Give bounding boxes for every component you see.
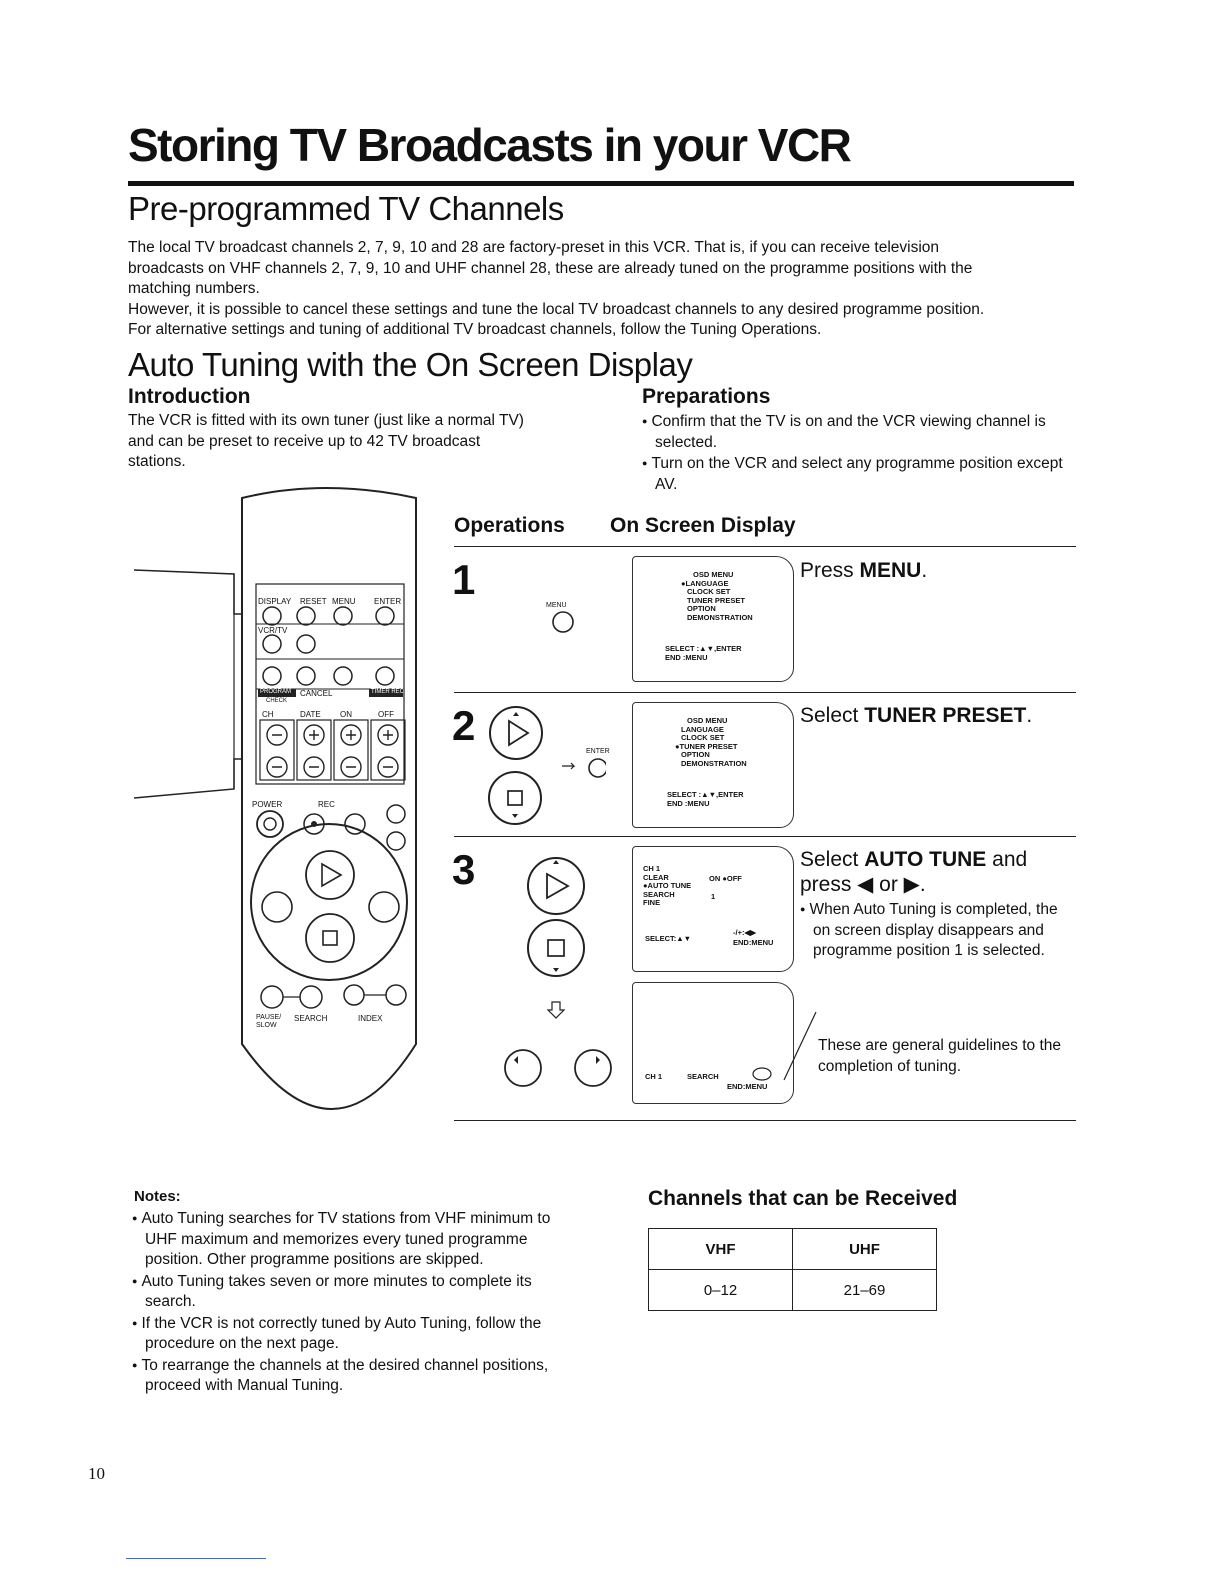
notes-heading: Notes: xyxy=(134,1188,181,1205)
osd-line: ●TUNER PRESET xyxy=(675,741,738,751)
osd-line: SELECT :▲▼,ENTER xyxy=(667,790,744,799)
notes-list xyxy=(132,1208,572,1397)
auto-tuning-heading: Auto Tuning with the On Screen Display xyxy=(128,346,693,383)
divider xyxy=(454,692,1076,693)
search-label: SEARCH xyxy=(294,1014,328,1023)
check-button-label: CHECK xyxy=(266,698,288,704)
osd-line: CLOCK SET xyxy=(687,587,731,596)
osd-value: ON ●OFF xyxy=(709,874,742,883)
instr-line xyxy=(800,847,1070,872)
osd-footer: END:MENU xyxy=(733,938,774,947)
menu-button-label: MENU xyxy=(332,597,356,606)
on-label: ON xyxy=(340,710,352,719)
list-item: ● Auto Tuning takes seven or more minutes to complete its search. xyxy=(132,1271,572,1313)
title-rule xyxy=(128,181,1074,186)
list-item: ● Confirm that the TV is on and the VCR viewing channel is selected. xyxy=(642,411,1067,453)
instr-text: Select xyxy=(800,704,865,727)
menu-button-label: MENU xyxy=(546,602,567,609)
page-number: 10 xyxy=(88,1464,105,1483)
text-line: broadcasts on VHF channels 2, 7, 9, 10 and UHF channel 28, these are already tuned on the programme positions with the xyxy=(128,259,973,277)
channels-heading: Channels that can be Received xyxy=(648,1187,958,1210)
text-line: For alternative settings and tuning of additional TV broadcast channels, follow the Tuning Operations. xyxy=(128,321,822,338)
osd-line: OSD MENU xyxy=(687,716,728,725)
osd-line: FINE xyxy=(643,898,661,907)
step-instruction xyxy=(800,558,927,583)
divider xyxy=(454,546,1076,547)
rec-button-label: REC xyxy=(318,800,335,809)
instr-text: and xyxy=(986,848,1028,871)
divider xyxy=(454,1120,1076,1121)
osd-menu-lines xyxy=(675,717,747,768)
enter-button-label: ENTER xyxy=(374,597,402,606)
step-instruction xyxy=(800,847,1070,962)
osd-line: DEMONSTRATION xyxy=(687,612,753,622)
page-title: Storing TV Broadcasts in your VCR xyxy=(128,119,851,171)
introduction-heading: Introduction xyxy=(128,385,251,408)
text-line: matching numbers. xyxy=(128,280,260,297)
instr-text: . xyxy=(921,559,928,582)
osd-line: SELECT :▲▼,ENTER xyxy=(665,644,742,653)
remote-control-drawing xyxy=(134,484,434,1144)
list-item: ● When Auto Tuning is completed, the on screen display disappears and programme position 1 is selected. xyxy=(800,899,1070,962)
osd-line: DEMONSTRATION xyxy=(681,758,747,768)
osd-line: TUNER PRESET xyxy=(687,595,745,605)
table-cell-uhf: 21–69 xyxy=(793,1270,937,1311)
operations-column-heading: Operations xyxy=(454,514,565,537)
table-row xyxy=(649,1229,937,1270)
instr-text: Press xyxy=(800,559,860,582)
osd-line: OPTION xyxy=(687,604,716,613)
osd-end: END:MENU xyxy=(727,1082,768,1091)
program-button-label: PROGRAM xyxy=(260,689,292,695)
osd-value: 1 xyxy=(711,892,716,901)
reset-button-label: RESET xyxy=(300,597,327,606)
text-line: The VCR is fitted with its own tuner (just like a normal TV) xyxy=(128,412,524,429)
osd-menu-lines xyxy=(681,571,753,622)
preprogrammed-heading: Pre-programmed TV Channels xyxy=(128,190,564,227)
osd-line: OSD MENU xyxy=(693,570,734,579)
step-instruction xyxy=(800,703,1032,728)
menu-button-icon xyxy=(551,610,575,634)
text-line: The local TV broadcast channels 2, 7, 9, 10 and 28 are factory-preset in this VCR. That is, if you can receive television xyxy=(128,239,940,256)
osd-line: CH 1 xyxy=(643,864,661,873)
instr-text: Select xyxy=(800,848,865,871)
osd-line: ●AUTO TUNE xyxy=(643,881,692,890)
guideline-note: These are general guidelines to the completion of tuning. xyxy=(818,1037,1061,1075)
osd-line: CLEAR xyxy=(643,872,669,882)
osd-line: CLOCK SET xyxy=(681,733,725,742)
table-cell-vhf: 0–12 xyxy=(649,1270,793,1311)
osd-footer: SELECT:▲▼ xyxy=(645,934,692,943)
off-label: OFF xyxy=(378,710,394,719)
osd-line: LANGUAGE xyxy=(681,724,724,734)
osd-column-heading: On Screen Display xyxy=(610,514,796,537)
step2-buttons-drawing xyxy=(476,702,606,830)
text-line: and can be preset to receive up to 42 TV broadcast xyxy=(128,432,481,450)
osd-screen xyxy=(632,846,794,972)
text-line: However, it is possible to cancel these settings and tune the local TV broadcast channels to any desired programme position. xyxy=(128,300,985,318)
instr-text: . xyxy=(1026,704,1033,727)
text-line: stations. xyxy=(128,453,186,470)
osd-footer: -/+:◀▶ xyxy=(733,928,756,937)
list-item: ● Turn on the VCR and select any programme position except AV. xyxy=(642,453,1067,495)
osd-line: END :MENU xyxy=(667,798,710,808)
osd-footer xyxy=(667,791,744,808)
table-row xyxy=(649,1270,937,1311)
searching-icon xyxy=(751,1065,773,1083)
instr-bold: TUNER PRESET xyxy=(864,704,1027,727)
channels-table xyxy=(648,1228,937,1311)
list-item: ● Auto Tuning searches for TV stations from VHF minimum to UHF maximum and memorizes every tuned programme position. Other programme positions are skipped. xyxy=(132,1208,572,1271)
osd-search: SEARCH xyxy=(687,1072,719,1081)
ch-label: CH xyxy=(262,710,274,719)
preparations-list xyxy=(642,411,1067,495)
timer-rec-button-label: TIMER REC xyxy=(371,689,404,695)
pause-slow-label: PAUSE/ SLOW xyxy=(256,1014,282,1029)
instr-line: press ◀ or ▶. xyxy=(800,873,926,896)
osd-menu-lines xyxy=(643,865,691,908)
introduction-text xyxy=(128,411,578,473)
index-label: INDEX xyxy=(358,1014,383,1023)
divider xyxy=(454,836,1076,837)
step-number: 3 xyxy=(452,846,476,893)
enter-button-label: ENTER xyxy=(586,748,610,755)
instr-bold: AUTO TUNE xyxy=(864,848,987,871)
step-number: 1 xyxy=(452,556,476,603)
osd-screen xyxy=(632,556,794,682)
step-number: 2 xyxy=(452,702,476,749)
osd-line: END :MENU xyxy=(665,652,708,662)
preparations-heading: Preparations xyxy=(642,385,771,408)
list-item: ● To rearrange the channels at the desired channel positions, proceed with Manual Tuning. xyxy=(132,1355,572,1397)
osd-footer xyxy=(665,645,742,662)
list-item: ● If the VCR is not correctly tuned by Auto Tuning, follow the procedure on the next page. xyxy=(132,1313,572,1355)
preprogrammed-text xyxy=(128,238,1088,341)
osd-line: ●LANGUAGE xyxy=(681,578,729,588)
footer-line xyxy=(126,1558,266,1559)
remote-control-illustration xyxy=(134,484,434,1144)
date-label: DATE xyxy=(300,710,321,719)
power-button-label: POWER xyxy=(252,800,283,809)
step3-buttons-drawing xyxy=(490,846,620,1096)
osd-screen xyxy=(632,702,794,828)
step-sub-list xyxy=(800,899,1070,962)
display-button-label: DISPLAY xyxy=(258,597,292,606)
table-header-uhf: UHF xyxy=(793,1229,937,1270)
vcrtv-button-label: VCR/TV xyxy=(258,626,288,635)
osd-screen-searching xyxy=(632,982,794,1104)
table-header-vhf: VHF xyxy=(649,1229,793,1270)
osd-line: OPTION xyxy=(681,750,710,759)
osd-line: SEARCH xyxy=(643,889,675,899)
pointer-line xyxy=(780,1010,820,1086)
cancel-button-label: CANCEL xyxy=(300,689,333,698)
osd-ch: CH 1 xyxy=(645,1072,663,1081)
instr-bold: MENU xyxy=(859,559,922,582)
